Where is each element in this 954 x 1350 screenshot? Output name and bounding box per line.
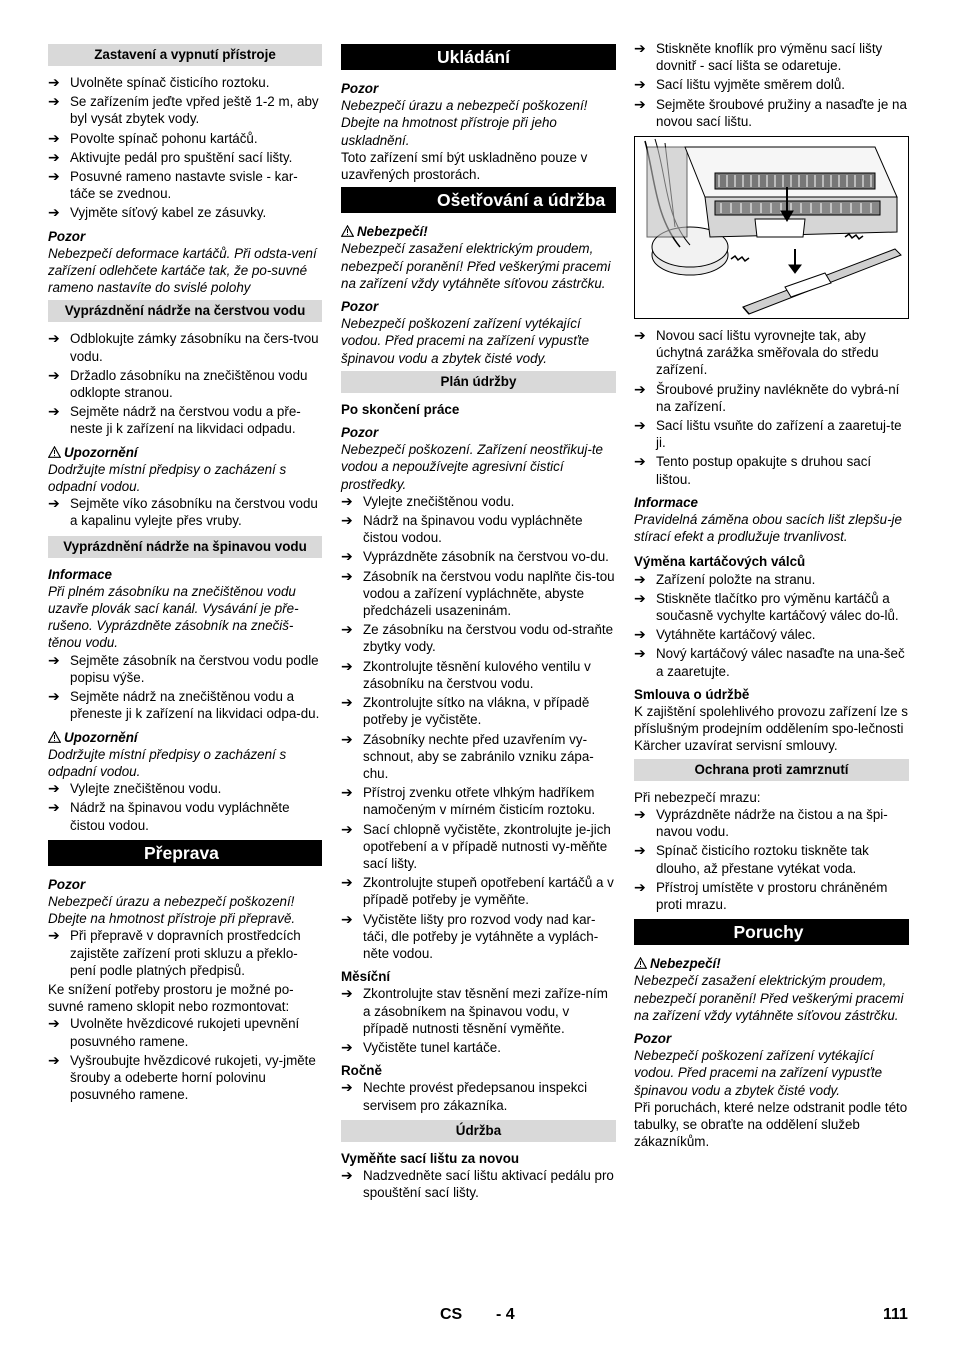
section-heading: Ochrana proti zamrznutí xyxy=(634,759,909,781)
right-arrow-icon: ➔ xyxy=(48,651,60,668)
right-arrow-icon: ➔ xyxy=(634,76,646,93)
danger-text: Nebezpečí zasažení elektrickým proudem, nebezpečí poranění! Před veškerými pracemi na zařízení vždy vytáhněte síťovou zástrčku. xyxy=(341,241,611,291)
right-arrow-icon: ➔ xyxy=(634,380,646,397)
danger-label: Nebezpečí! xyxy=(634,955,909,972)
right-arrow-icon: ➔ xyxy=(48,93,60,110)
right-arrow-icon: ➔ xyxy=(48,1015,60,1032)
note-text: Nebezpečí deformace kartáčů. Při odsta-vení zařízení odlehčete kartáče tak, že po-suvné rameno nastavíte do svislé polohy xyxy=(48,245,317,296)
warning-triangle-icon xyxy=(48,446,61,458)
right-arrow-icon: ➔ xyxy=(48,780,60,797)
section-heading-major: Poruchy xyxy=(634,919,909,945)
danger-text: Nebezpečí zasažení elektrickým proudem, nebezpečí poranění! Před veškerými pracemi na zařízení vždy vytáhněte síťovou zástrčku. xyxy=(634,973,904,1023)
step-text: Vyprázdněte nádrže na čistou a na špi-navou vodu. xyxy=(656,806,888,840)
step-text: Vylejte znečištěnou vodu. xyxy=(70,781,222,797)
step-list xyxy=(48,74,322,222)
info-label: Informace xyxy=(634,494,698,510)
step-item xyxy=(48,495,322,529)
step-text: Sací lištu vyjměte směrem dolů. xyxy=(656,77,846,93)
step-list xyxy=(48,927,322,979)
step-item xyxy=(48,1052,322,1104)
step-item xyxy=(48,74,322,91)
right-arrow-icon: ➔ xyxy=(634,842,646,859)
step-text: Vytáhněte kartáčový válec. xyxy=(656,627,816,643)
step-item xyxy=(341,658,616,692)
info-label: Informace xyxy=(48,566,112,582)
section-heading: Plán údržby xyxy=(341,371,616,393)
step-item xyxy=(341,694,616,728)
step-text: Uvolněte spínač čisticího roztoku. xyxy=(70,75,270,90)
subheading: Výměna kartáčových válců xyxy=(634,554,806,570)
step-text: Novou sací lištu vyrovnejte tak, aby úchytná zarážka směřovala do středu zařízení. xyxy=(656,328,879,378)
note-label: Pozor xyxy=(341,299,379,315)
subheading: Ročně xyxy=(341,1063,382,1079)
step-item xyxy=(341,985,616,1037)
step-item xyxy=(48,652,322,686)
right-arrow-icon: ➔ xyxy=(48,129,60,146)
warning-triangle-icon xyxy=(48,731,61,743)
step-text: Nadzvedněte sací lištu aktivací pedálu pro spouštění sací lišty. xyxy=(363,1167,614,1201)
step-item xyxy=(634,327,909,379)
step-text: Nádrž na špinavou vodu vypláchněte čistou vodou. xyxy=(363,513,583,546)
step-item xyxy=(48,688,322,722)
step-item xyxy=(48,367,322,401)
step-text: Odblokujte zámky zásobníku na čers-tvou vodu. xyxy=(70,331,319,364)
right-arrow-icon: ➔ xyxy=(341,492,353,509)
note-text: Nebezpečí poškození zařízení vytékající vodou. Před pracemi na zařízení vypusťte špinavou vodu a zbytek čisté vody. xyxy=(341,316,590,366)
subheading: Měsíční xyxy=(341,969,391,985)
right-arrow-icon: ➔ xyxy=(48,1051,60,1068)
step-item xyxy=(48,168,322,202)
section-heading-major: Ukládání xyxy=(341,44,616,70)
note-text: Nebezpečí poškození zařízení vytékající vodou. Před pracemi na zařízení vypusťte špinavou vodu a zbytek čisté vody. xyxy=(634,1048,883,1098)
step-item xyxy=(341,512,616,546)
step-text: Přístroj umístěte v prostoru chráněném proti mrazu. xyxy=(656,879,888,912)
right-arrow-icon: ➔ xyxy=(634,589,646,606)
note-label: Pozor xyxy=(634,1030,672,1046)
right-arrow-icon: ➔ xyxy=(48,495,60,512)
right-arrow-icon: ➔ xyxy=(48,168,60,185)
paragraph: Toto zařízení smí být uskladněno pouze v uzavřených prostorách. xyxy=(341,149,588,183)
step-item xyxy=(48,130,322,147)
step-item xyxy=(341,731,616,783)
step-text: Stiskněte knoflík pro výměnu sací lišty dovnitř - sací lišta se odaretuje. xyxy=(656,41,883,74)
step-list xyxy=(634,327,909,488)
right-arrow-icon: ➔ xyxy=(341,567,353,584)
step-item xyxy=(634,645,909,679)
step-text: Zásobník na čerstvou vodu naplňte čis-tou vodou a zařízení vypláchněte, abyste předcházeli usazeninám. xyxy=(363,568,615,619)
step-item xyxy=(341,1079,616,1113)
note-text: Nebezpečí úrazu a nebezpečí poškození! Dbejte na hmotnost přístroje při jeho uskladnění. xyxy=(341,98,588,148)
note-label: Pozor xyxy=(341,425,379,441)
right-arrow-icon: ➔ xyxy=(48,403,60,420)
step-text: Vyšroubujte hvězdicové rukojeti, vy-jměte šrouby a odeberte horní polovinu posuvného ramene. xyxy=(70,1052,316,1103)
step-item xyxy=(634,96,909,130)
subheading: Smlouva o údržbě xyxy=(634,686,750,702)
step-text: Držadlo zásobníku na znečištěnou vodu odklopte stranou. xyxy=(70,367,308,401)
right-arrow-icon: ➔ xyxy=(48,927,60,944)
step-text: Vyjměte síťový kabel ze zásuvky. xyxy=(70,205,267,221)
step-item xyxy=(634,590,909,624)
step-item xyxy=(48,330,322,364)
step-item xyxy=(634,76,909,93)
step-text: Vyprázdněte zásobník na čerstvou vo-du. xyxy=(363,549,609,565)
subheading: Vyměňte sací lištu za novou xyxy=(341,1150,520,1166)
right-arrow-icon: ➔ xyxy=(634,570,646,587)
step-item xyxy=(48,204,322,221)
note-label: Pozor xyxy=(48,228,86,244)
right-arrow-icon: ➔ xyxy=(634,645,646,662)
step-text: Uvolněte hvězdicové rukojeti upevnění posuvného ramene. xyxy=(70,1016,300,1049)
warning-label: Upozornění xyxy=(48,729,322,746)
warning-text: Dodržujte místní předpisy o zacházení s odpadní vodou. xyxy=(48,746,287,779)
right-arrow-icon: ➔ xyxy=(634,40,646,56)
step-text: Sejměte víko zásobníku na čerstvou vodu a kapalinu vylejte přes vruby. xyxy=(70,496,318,529)
step-item xyxy=(341,821,616,873)
right-arrow-icon: ➔ xyxy=(341,694,353,711)
squeegee-replacement-illustration xyxy=(634,136,909,319)
info-text: Při plném zásobníku na znečištěnou vodu uzavře plovák sací kanál. Vysávání je pře-rušeno. Vyprázdněte zásobník na znečiš-těnou vodu. xyxy=(48,583,299,651)
step-list xyxy=(341,1079,616,1113)
right-arrow-icon: ➔ xyxy=(634,95,646,112)
paragraph: Ke snížení potřeby prostoru je možné po-suvné rameno sklopit nebo rozmontovat: xyxy=(48,981,294,1015)
step-text: Zkontrolujte sítko na vlákna, v případě potřeby je vyčistěte. xyxy=(363,695,590,728)
step-list xyxy=(634,806,909,913)
section-heading: Zastavení a vypnutí přístroje xyxy=(48,44,322,66)
right-arrow-icon: ➔ xyxy=(48,799,60,816)
step-text: Stiskněte tlačítko pro výměnu kartáčů a současně vychylte kartáčový válec do-lů. xyxy=(656,590,899,624)
step-text: Ze zásobníku na čerstvou vodu od-straňte zbytky vody. xyxy=(363,622,614,655)
step-item xyxy=(634,571,909,588)
warning-text: Dodržujte místní předpisy o zacházení s odpadní vodou. xyxy=(48,461,287,495)
step-text: Vyčistěte tunel kartáče. xyxy=(363,1039,501,1055)
step-text: Nádrž na špinavou vodu vypláchněte čistou vodou. xyxy=(70,800,290,833)
step-item xyxy=(48,780,322,797)
paragraph: K zajištění spolehlivého provozu zařízení lze s příslušným prodejním oddělením spo-lečnosti Kärcher uzavírat servisní smlouvy. xyxy=(634,704,908,754)
step-text: Posuvné rameno nastavte svisle - kar-táče se zvednou. xyxy=(70,169,298,202)
right-arrow-icon: ➔ xyxy=(634,626,646,643)
step-item xyxy=(48,93,322,127)
step-list xyxy=(48,495,322,529)
step-text: Sací chlopně vyčistěte, zkontrolujte je-jich opotřebení a v případě nutnosti vy-měňte sací lišty. xyxy=(363,821,611,871)
step-item xyxy=(48,403,322,437)
footer-language: CS xyxy=(440,1306,463,1323)
step-list xyxy=(48,1015,322,1103)
paragraph: Při poruchách, které nelze odstranit podle této tabulky, se obraťte na oddělení služeb zákazníkům. xyxy=(634,1099,908,1150)
step-item xyxy=(634,381,909,415)
right-arrow-icon: ➔ xyxy=(341,1166,353,1183)
paragraph: Při nebezpečí mrazu: xyxy=(634,789,761,805)
column-2 xyxy=(341,44,616,1203)
step-item xyxy=(341,621,616,655)
step-item xyxy=(634,842,909,876)
step-item xyxy=(341,911,616,963)
right-arrow-icon: ➔ xyxy=(634,417,646,434)
note-text: Nebezpečí poškození. Zařízení neostřikuj-te vodou a nepoužívejte agresivní čisticí prostředky. xyxy=(341,442,603,492)
step-text: Sejměte zásobník na čerstvou vodu podle popisu výše. xyxy=(70,652,319,685)
note-label: Pozor xyxy=(48,876,86,892)
step-item xyxy=(341,1167,616,1201)
step-list xyxy=(634,571,909,680)
note-label: Pozor xyxy=(341,81,379,96)
right-arrow-icon: ➔ xyxy=(48,688,60,705)
warning-triangle-icon xyxy=(341,225,354,237)
step-text: Nový kartáčový válec nasaďte na una-šeč a zaaretujte. xyxy=(656,646,905,679)
step-text: Zařízení položte na stranu. xyxy=(656,571,816,587)
right-arrow-icon: ➔ xyxy=(341,657,353,674)
step-text: Tento postup opakujte s druhou sací lištou. xyxy=(656,454,872,487)
step-text: Sejměte nádrž na znečištěnou vodu a přeneste ji k zařízení na likvidaci odpa-du. xyxy=(70,689,320,722)
section-heading-major: Ošetřování a údržba xyxy=(341,187,616,213)
step-text: Vyčistěte lišty pro rozvod vody nad kar-táči, dle potřeby je vytáhněte a vyplách-něte vodou. xyxy=(363,911,599,961)
step-list xyxy=(634,40,909,130)
step-item xyxy=(48,927,322,979)
footer-page-number: 111 xyxy=(883,1306,908,1323)
right-arrow-icon: ➔ xyxy=(48,74,60,90)
section-heading: Vyprázdnění nádrže na čerstvou vodu xyxy=(48,300,322,322)
step-item xyxy=(634,417,909,451)
footer-local-page: - 4 xyxy=(496,1306,515,1323)
step-list xyxy=(48,780,322,834)
step-list xyxy=(48,652,322,723)
step-item xyxy=(634,453,909,487)
step-text: Vylejte znečištěnou vodu. xyxy=(363,493,515,509)
step-text: Zkontrolujte těsnění kulového ventilu v zásobníku na čerstvou vodu. xyxy=(363,658,591,691)
right-arrow-icon: ➔ xyxy=(341,548,353,565)
step-item xyxy=(634,626,909,643)
warning-label: Upozornění xyxy=(48,444,322,461)
step-text: Nechte provést předepsanou inspekci servisem pro zákazníka. xyxy=(363,1080,588,1113)
right-arrow-icon: ➔ xyxy=(48,330,60,347)
danger-label: Nebezpečí! xyxy=(341,223,616,240)
column-3 xyxy=(634,40,909,1150)
step-item xyxy=(634,806,909,840)
right-arrow-icon: ➔ xyxy=(634,805,646,822)
step-text: Zásobníky nechte před uzavřením vy-schnout, aby se zabránilo vzniku zápa-chu. xyxy=(363,731,594,781)
step-item xyxy=(341,1039,616,1056)
info-text: Pravidelná záměna obou sacích lišt zlepšu-je stírací efekt a prodlužuje trvanlivost. xyxy=(634,512,902,545)
step-text: Aktivujte pedál pro spuštění sací lišty. xyxy=(70,149,293,165)
step-item xyxy=(48,149,322,166)
right-arrow-icon: ➔ xyxy=(341,512,353,529)
right-arrow-icon: ➔ xyxy=(341,874,353,891)
column-1 xyxy=(48,44,322,1105)
step-item xyxy=(341,548,616,565)
step-text: Šroubové pružiny navlékněte do vybrá-ní na zařízení. xyxy=(656,381,900,414)
step-text: Povolte spínač pohonu kartáčů. xyxy=(70,130,258,146)
step-item xyxy=(341,784,616,818)
step-text: Sejměte nádrž na čerstvou vodu a pře-neste ji k zařízení na likvidaci odpadu. xyxy=(70,404,301,437)
section-heading: Vyprázdnění nádrže na špinavou vodu xyxy=(48,536,322,558)
right-arrow-icon: ➔ xyxy=(48,366,60,383)
step-item xyxy=(48,1015,322,1049)
right-arrow-icon: ➔ xyxy=(48,148,60,165)
warning-triangle-icon xyxy=(634,957,647,969)
right-arrow-icon: ➔ xyxy=(341,985,353,1002)
step-list xyxy=(48,330,322,437)
subheading: Po skončení práce xyxy=(341,401,460,417)
step-text: Přístroj zvenku otřete vlhkým hadříkem namočeným v mírném čisticím roztoku. xyxy=(363,785,596,818)
step-list xyxy=(341,1167,616,1201)
step-text: Zkontrolujte stav těsnění mezi zaříze-ním a zásobníkem na špinavou vodu, v případě nutnosti těsnění vyměňte. xyxy=(363,986,608,1036)
right-arrow-icon: ➔ xyxy=(341,784,353,801)
note-text: Nebezpečí úrazu a nebezpečí poškození! Dbejte na hmotnost přístroje při přepravě. xyxy=(48,893,296,927)
step-item xyxy=(634,40,909,74)
step-text: Sací lištu vsuňte do zařízení a zaaretuj-te ji. xyxy=(656,418,902,451)
step-item xyxy=(341,493,616,510)
step-list xyxy=(341,985,616,1056)
right-arrow-icon: ➔ xyxy=(341,820,353,837)
right-arrow-icon: ➔ xyxy=(48,204,60,221)
right-arrow-icon: ➔ xyxy=(341,730,353,747)
step-item xyxy=(341,568,616,620)
step-text: Se zařízením jeďte vpřed ještě 1-2 m, aby byl vysát zbytek vody. xyxy=(70,94,319,127)
right-arrow-icon: ➔ xyxy=(341,621,353,638)
step-text: Spínač čisticího roztoku tiskněte tak dlouho, až přestane vytékat voda. xyxy=(656,843,869,876)
right-arrow-icon: ➔ xyxy=(341,910,353,927)
step-item xyxy=(341,874,616,908)
section-heading-major: Přeprava xyxy=(48,840,322,866)
right-arrow-icon: ➔ xyxy=(634,878,646,895)
right-arrow-icon: ➔ xyxy=(634,327,646,344)
right-arrow-icon: ➔ xyxy=(341,1079,353,1096)
right-arrow-icon: ➔ xyxy=(341,1038,353,1055)
step-text: Při přepravě v dopravních prostředcích zajistěte zařízení proti skluzu a překlo-pení podle platných předpisů. xyxy=(70,928,301,978)
section-heading: Údržba xyxy=(341,1120,616,1142)
step-text: Sejměte šroubové pružiny a nasaďte je na novou sací lištu. xyxy=(656,96,907,129)
right-arrow-icon: ➔ xyxy=(634,453,646,470)
squeegee-drawing xyxy=(635,137,908,318)
step-text: Zkontrolujte stupeň opotřebení kartáčů a v případě potřeby je vyměňte. xyxy=(363,875,614,908)
step-list xyxy=(341,493,616,962)
step-item xyxy=(634,879,909,913)
step-item xyxy=(48,799,322,833)
